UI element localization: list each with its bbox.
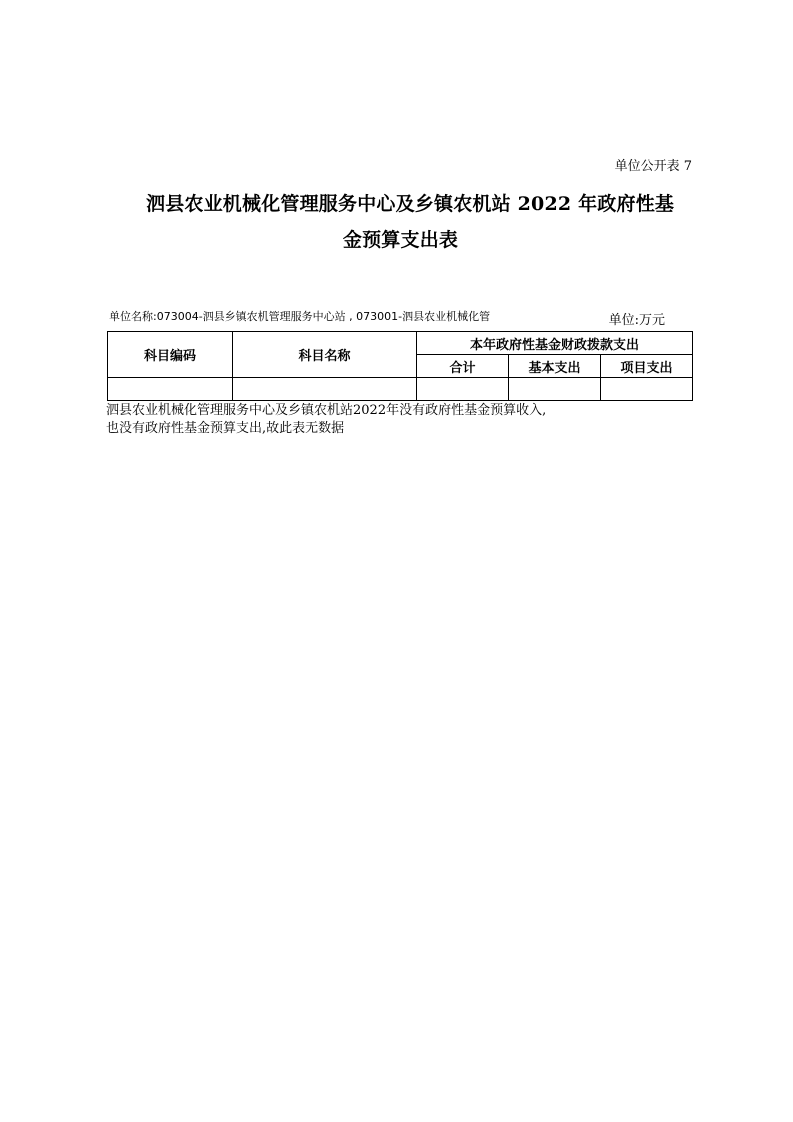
note-line-2: 也没有政府性基金预算支出,故此表无数据 — [106, 421, 345, 436]
budget-table — [107, 331, 693, 401]
header-row — [108, 332, 693, 355]
col-header-project: 项目支出 — [601, 355, 693, 378]
table-cell — [233, 378, 417, 401]
col-header-group: 本年政府性基金财政拨款支出 — [417, 332, 693, 355]
title-line-1: 泗县农业机械化管理服务中心及乡镇农机站 2022 年政府性基 — [146, 193, 675, 215]
col-header-name: 科目名称 — [233, 332, 417, 378]
table-cell — [601, 378, 693, 401]
page-title — [146, 186, 691, 258]
table-row — [108, 378, 693, 401]
note — [106, 402, 696, 438]
col-header-code: 科目编码 — [108, 332, 233, 378]
title-line-2: 金预算支出表 — [342, 229, 459, 251]
table-meta — [109, 306, 691, 326]
unit-name: 单位名称:073004-泗县乡镇农机管理服务中心站 , 073001-泗县农业机械化管 — [109, 310, 491, 323]
table-cell — [417, 378, 509, 401]
table-number: 单位公开表 7 — [614, 159, 692, 174]
unit-amount: 单位:万元 — [608, 313, 665, 328]
table-cell — [108, 378, 233, 401]
note-line-1: 泗县农业机械化管理服务中心及乡镇农机站2022年没有政府性基金预算收入, — [106, 403, 547, 418]
col-header-basic: 基本支出 — [509, 355, 601, 378]
col-header-total: 合计 — [417, 355, 509, 378]
table-cell — [509, 378, 601, 401]
